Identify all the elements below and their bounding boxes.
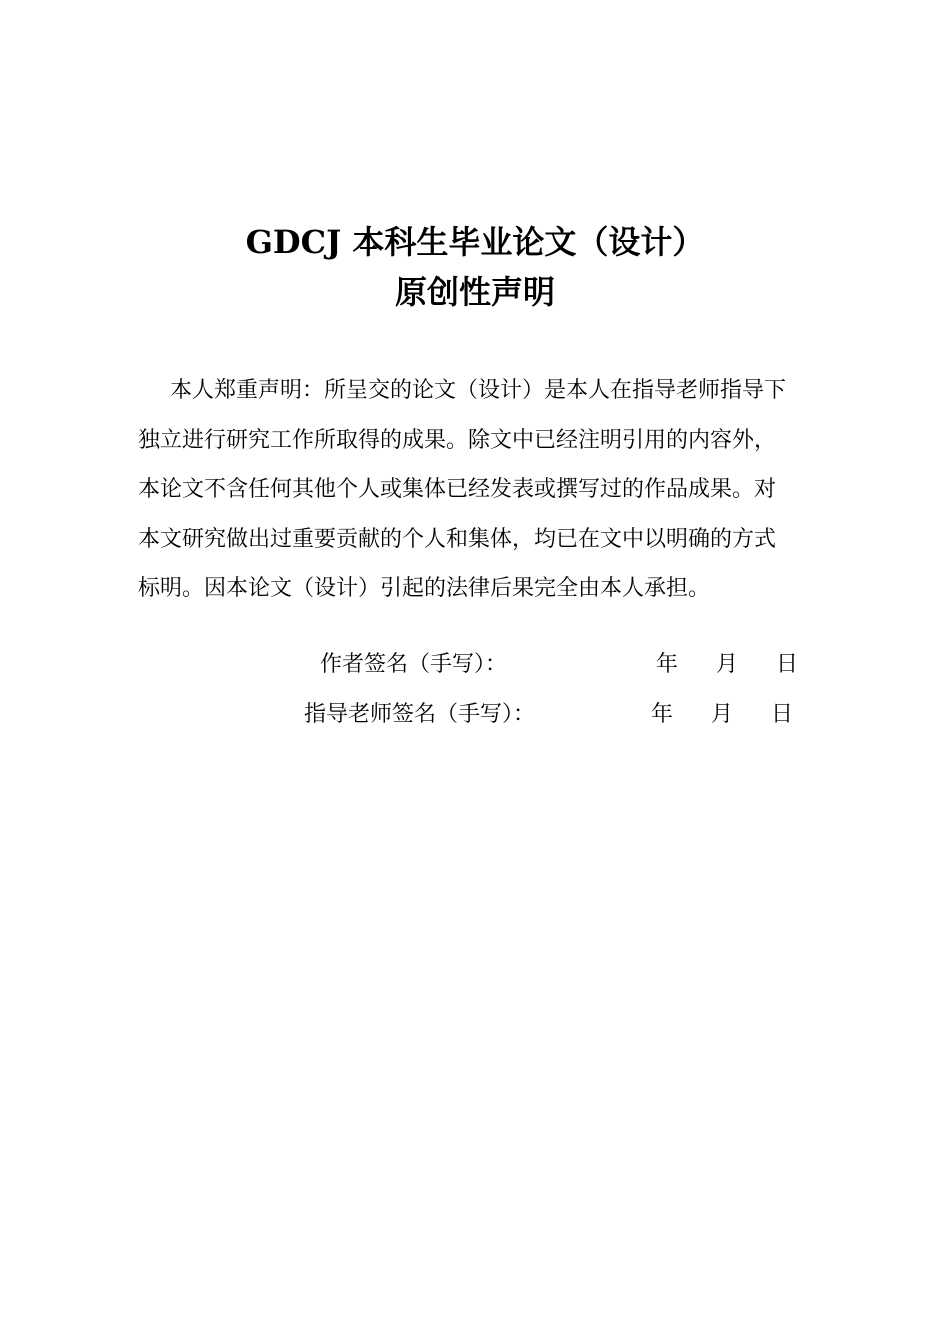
paragraph-line: 本论文不含任何其他个人或集体已经发表或撰写过的作品成果。对 [138, 477, 777, 503]
paragraph-line: 独立进行研究工作所取得的成果。除文中已经注明引用的内容外， [138, 427, 777, 453]
declaration-paragraph [138, 366, 838, 614]
advisor-date-month: 月 [711, 702, 734, 727]
author-signature-label: 作者签名（手写）： [320, 652, 508, 677]
advisor-date-day: 日 [771, 702, 794, 727]
paragraph-line: 本文研究做出过重要贡献的个人和集体，均已在文中以明确的方式 [138, 526, 777, 552]
author-date-month: 月 [716, 652, 739, 677]
author-date-year: 年 [656, 652, 679, 677]
document-title: GDCJ 本科生毕业论文（设计） [245, 223, 705, 261]
author-date-day: 日 [776, 652, 799, 677]
advisor-signature-label: 指导老师签名（手写）： [304, 702, 536, 727]
paragraph-line: 标明。因本论文（设计）引起的法律后果完全由本人承担。 [138, 576, 711, 602]
document-subtitle: 原创性声明 [394, 273, 555, 311]
paragraph-line: 本人郑重声明：所呈交的论文（设计）是本人在指导老师指导下 [170, 378, 787, 403]
advisor-date-year: 年 [651, 702, 674, 727]
